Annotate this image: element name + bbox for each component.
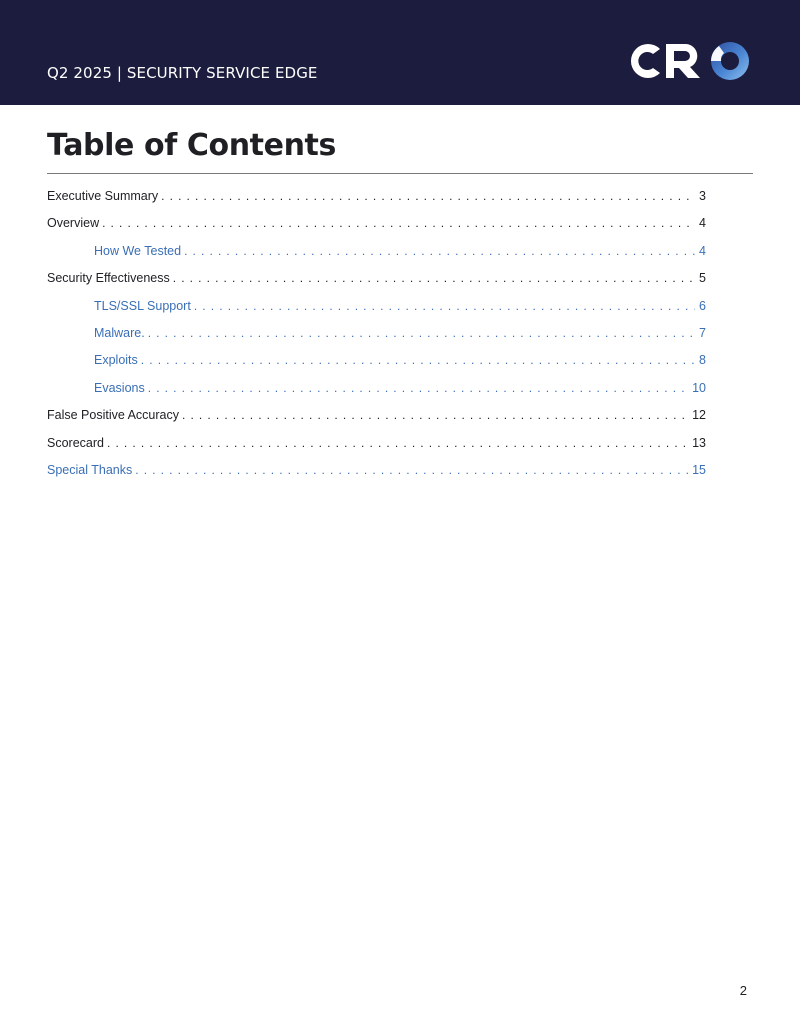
- toc-heading: Table of Contents: [47, 128, 336, 163]
- toc-dot-leader: [135, 463, 688, 477]
- cro-logo: [624, 38, 754, 84]
- toc-entry-label: Overview: [47, 216, 100, 231]
- toc-entry-label: Scorecard: [47, 435, 104, 450]
- toc-entry[interactable]: [47, 299, 706, 326]
- toc-entry[interactable]: [47, 326, 706, 353]
- toc-dot-leader: [161, 189, 695, 203]
- toc-dot-leader: [102, 216, 695, 230]
- toc-entry-page: 12: [692, 408, 706, 423]
- toc-entry[interactable]: [47, 381, 706, 408]
- toc-entry-label: Exploits: [94, 353, 138, 368]
- toc-dot-leader: [184, 244, 695, 258]
- toc-entry-page: 3: [699, 189, 706, 203]
- toc-entry-label: How We Tested: [94, 243, 182, 258]
- toc-entry[interactable]: [47, 216, 706, 243]
- toc-entry-label: Security Effectiveness: [47, 271, 170, 286]
- toc-entry[interactable]: [47, 189, 706, 216]
- toc-dot-leader: [107, 436, 688, 450]
- toc-entry-page: 5: [699, 271, 706, 286]
- toc-list: [47, 189, 706, 490]
- toc-entry-label: Executive Summary: [47, 189, 159, 203]
- toc-dot-leader: [173, 271, 695, 285]
- toc-entry[interactable]: [47, 408, 706, 435]
- heading-divider: [47, 173, 753, 174]
- toc-dot-leader: [182, 408, 688, 422]
- toc-entry[interactable]: [47, 353, 706, 380]
- toc-entry-page: 10: [692, 380, 706, 395]
- toc-entry[interactable]: [47, 271, 706, 298]
- page-number: 2: [739, 983, 747, 998]
- toc-dot-leader: [194, 299, 695, 313]
- toc-dot-leader: [148, 326, 695, 340]
- cro-logo-mark: [624, 38, 754, 84]
- toc-entry-page: 8: [699, 353, 706, 368]
- toc-entry-page: 6: [699, 298, 706, 313]
- toc-entry-page: 4: [699, 216, 706, 231]
- toc-entry-label: TLS/SSL Support: [94, 298, 191, 313]
- toc-entry-label: Special Thanks: [47, 462, 133, 477]
- toc-dot-leader: [141, 353, 695, 367]
- report-title: Q2 2025 | SECURITY SERVICE EDGE: [47, 64, 318, 82]
- toc-entry-page: 15: [692, 462, 706, 477]
- toc-entry-page: 7: [699, 325, 706, 340]
- toc-entry[interactable]: [47, 463, 706, 490]
- toc-entry-label: Evasions: [94, 380, 145, 395]
- toc-entry-label: False Positive Accuracy: [47, 408, 179, 423]
- page-header: [0, 0, 800, 105]
- toc-entry-label: Malware.: [94, 325, 145, 340]
- toc-entry[interactable]: [47, 436, 706, 463]
- toc-entry[interactable]: [47, 244, 706, 271]
- toc-dot-leader: [148, 381, 688, 395]
- toc-entry-page: 4: [699, 243, 706, 258]
- toc-entry-page: 13: [692, 435, 706, 450]
